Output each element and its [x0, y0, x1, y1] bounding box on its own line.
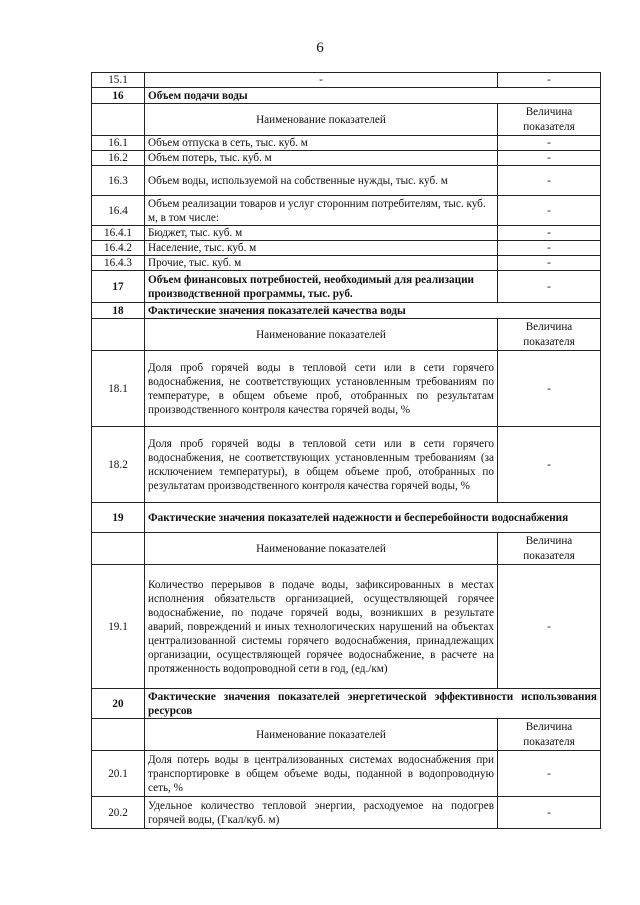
table-row — [92, 565, 601, 689]
row-number: 16.4.3 — [92, 256, 145, 271]
table-row — [92, 241, 601, 256]
indicator-name: Количество перерывов в подаче воды, зафиксированных в местах исполнения обязательств организацией, осуществляющей горячее водоснабжение, по подаче горячей воды, возникших в результате аварий, повреждений и иных технологических нарушений на объектах централизованной системы горячего водоснабжения, принадлежащих организации, осуществляющей горячее водоснабжение, в расчете на протяженность водопроводной сети в год, (ед./км) — [145, 565, 498, 689]
indicator-value: - — [498, 427, 601, 503]
indicator-name: - — [145, 73, 498, 88]
indicator-name: Прочие, тыс. куб. м — [145, 256, 498, 271]
section-row — [92, 503, 601, 533]
indicator-name: Объем потерь, тыс. куб. м — [145, 151, 498, 166]
table-row — [92, 73, 601, 88]
header-name: Наименование показателей — [145, 104, 498, 136]
indicator-value: - — [498, 565, 601, 689]
indicators-table — [91, 72, 601, 829]
row-number: 18.1 — [92, 351, 145, 427]
empty-cell — [92, 533, 145, 565]
indicator-name: Доля проб горячей воды в тепловой сети или в сети горячего водоснабжения, не соответствующих установленным требованиям по температуре, в общем объеме проб, отобранных по результатам производственного контроля качества горячей воды, % — [145, 351, 498, 427]
section-row — [92, 303, 601, 319]
indicator-value: - — [498, 241, 601, 256]
indicator-value: - — [498, 166, 601, 196]
indicator-name: Доля проб горячей воды в тепловой сети или в сети горячего водоснабжения, не соответствующих установленным требованиям (за исключением температуры), в общем объеме проб, отобранных по результатам производственного контроля качества горячей воды, % — [145, 427, 498, 503]
header-name: Наименование показателей — [145, 719, 498, 751]
header-row — [92, 533, 601, 565]
row-number: 16.2 — [92, 151, 145, 166]
indicator-name: Объем финансовых потребностей, необходимый для реализации производственной программы, тыс. руб. — [145, 271, 498, 303]
empty-cell — [92, 719, 145, 751]
indicator-name: Бюджет, тыс. куб. м — [145, 226, 498, 241]
section-title: Фактические значения показателей качества воды — [145, 303, 601, 319]
header-name: Наименование показателей — [145, 533, 498, 565]
table-row — [92, 166, 601, 196]
table-row — [92, 427, 601, 503]
header-row — [92, 319, 601, 351]
table-row — [92, 256, 601, 271]
row-number: 16.3 — [92, 166, 145, 196]
header-value: Величина показателя — [498, 319, 601, 351]
header-value: Величина показателя — [498, 533, 601, 565]
section-title: Фактические значения показателей энергетической эффективности использования ресурсов — [145, 689, 601, 719]
header-row — [92, 104, 601, 136]
indicator-name: Объем отпуска в сеть, тыс. куб. м — [145, 136, 498, 151]
indicator-value: - — [498, 73, 601, 88]
section-number: 19 — [92, 503, 145, 533]
indicator-value: - — [498, 351, 601, 427]
header-row — [92, 719, 601, 751]
row-number: 16.4.2 — [92, 241, 145, 256]
section-title: Фактические значения показателей надежности и бесперебойности водоснабжения — [145, 503, 601, 533]
indicator-name: Удельное количество тепловой энергии, расходуемое на подогрев горячей воды, (Гкал/куб. м) — [145, 797, 498, 829]
section-number: 16 — [92, 88, 145, 104]
table-row — [92, 136, 601, 151]
indicator-value: - — [498, 797, 601, 829]
header-name: Наименование показателей — [145, 319, 498, 351]
row-number: 20.2 — [92, 797, 145, 829]
indicator-value: - — [498, 136, 601, 151]
section-row — [92, 689, 601, 719]
header-value: Величина показателя — [498, 719, 601, 751]
section-number: 18 — [92, 303, 145, 319]
indicator-name: Население, тыс. куб. м — [145, 241, 498, 256]
section-title: Объем подачи воды — [145, 88, 601, 104]
table-row — [92, 196, 601, 226]
row-number: 16.1 — [92, 136, 145, 151]
row-number: 18.2 — [92, 427, 145, 503]
table-row — [92, 151, 601, 166]
indicator-value: - — [498, 196, 601, 226]
indicator-name: Доля потерь воды в централизованных системах водоснабжения при транспортировке в общем объеме воды, поданной в водопроводную сеть, % — [145, 751, 498, 797]
empty-cell — [92, 104, 145, 136]
row-number: 20.1 — [92, 751, 145, 797]
row-number: 17 — [92, 271, 145, 303]
indicator-value: - — [498, 256, 601, 271]
page-number: 6 — [316, 40, 324, 56]
empty-cell — [92, 319, 145, 351]
row-number: 16.4 — [92, 196, 145, 226]
table-row — [92, 351, 601, 427]
row-number: 19.1 — [92, 565, 145, 689]
section-row — [92, 88, 601, 104]
indicator-name: Объем воды, используемой на собственные нужды, тыс. куб. м — [145, 166, 498, 196]
table-row — [92, 271, 601, 303]
table-row — [92, 797, 601, 829]
row-number: 15.1 — [92, 73, 145, 88]
header-value: Величина показателя — [498, 104, 601, 136]
section-number: 20 — [92, 689, 145, 719]
indicator-value: - — [498, 751, 601, 797]
indicator-value: - — [498, 151, 601, 166]
row-number: 16.4.1 — [92, 226, 145, 241]
table-row — [92, 226, 601, 241]
indicator-value: - — [498, 271, 601, 303]
indicator-name: Объем реализации товаров и услуг сторонним потребителям, тыс. куб. м, в том числе: — [145, 196, 498, 226]
indicator-value: - — [498, 226, 601, 241]
table-row — [92, 751, 601, 797]
